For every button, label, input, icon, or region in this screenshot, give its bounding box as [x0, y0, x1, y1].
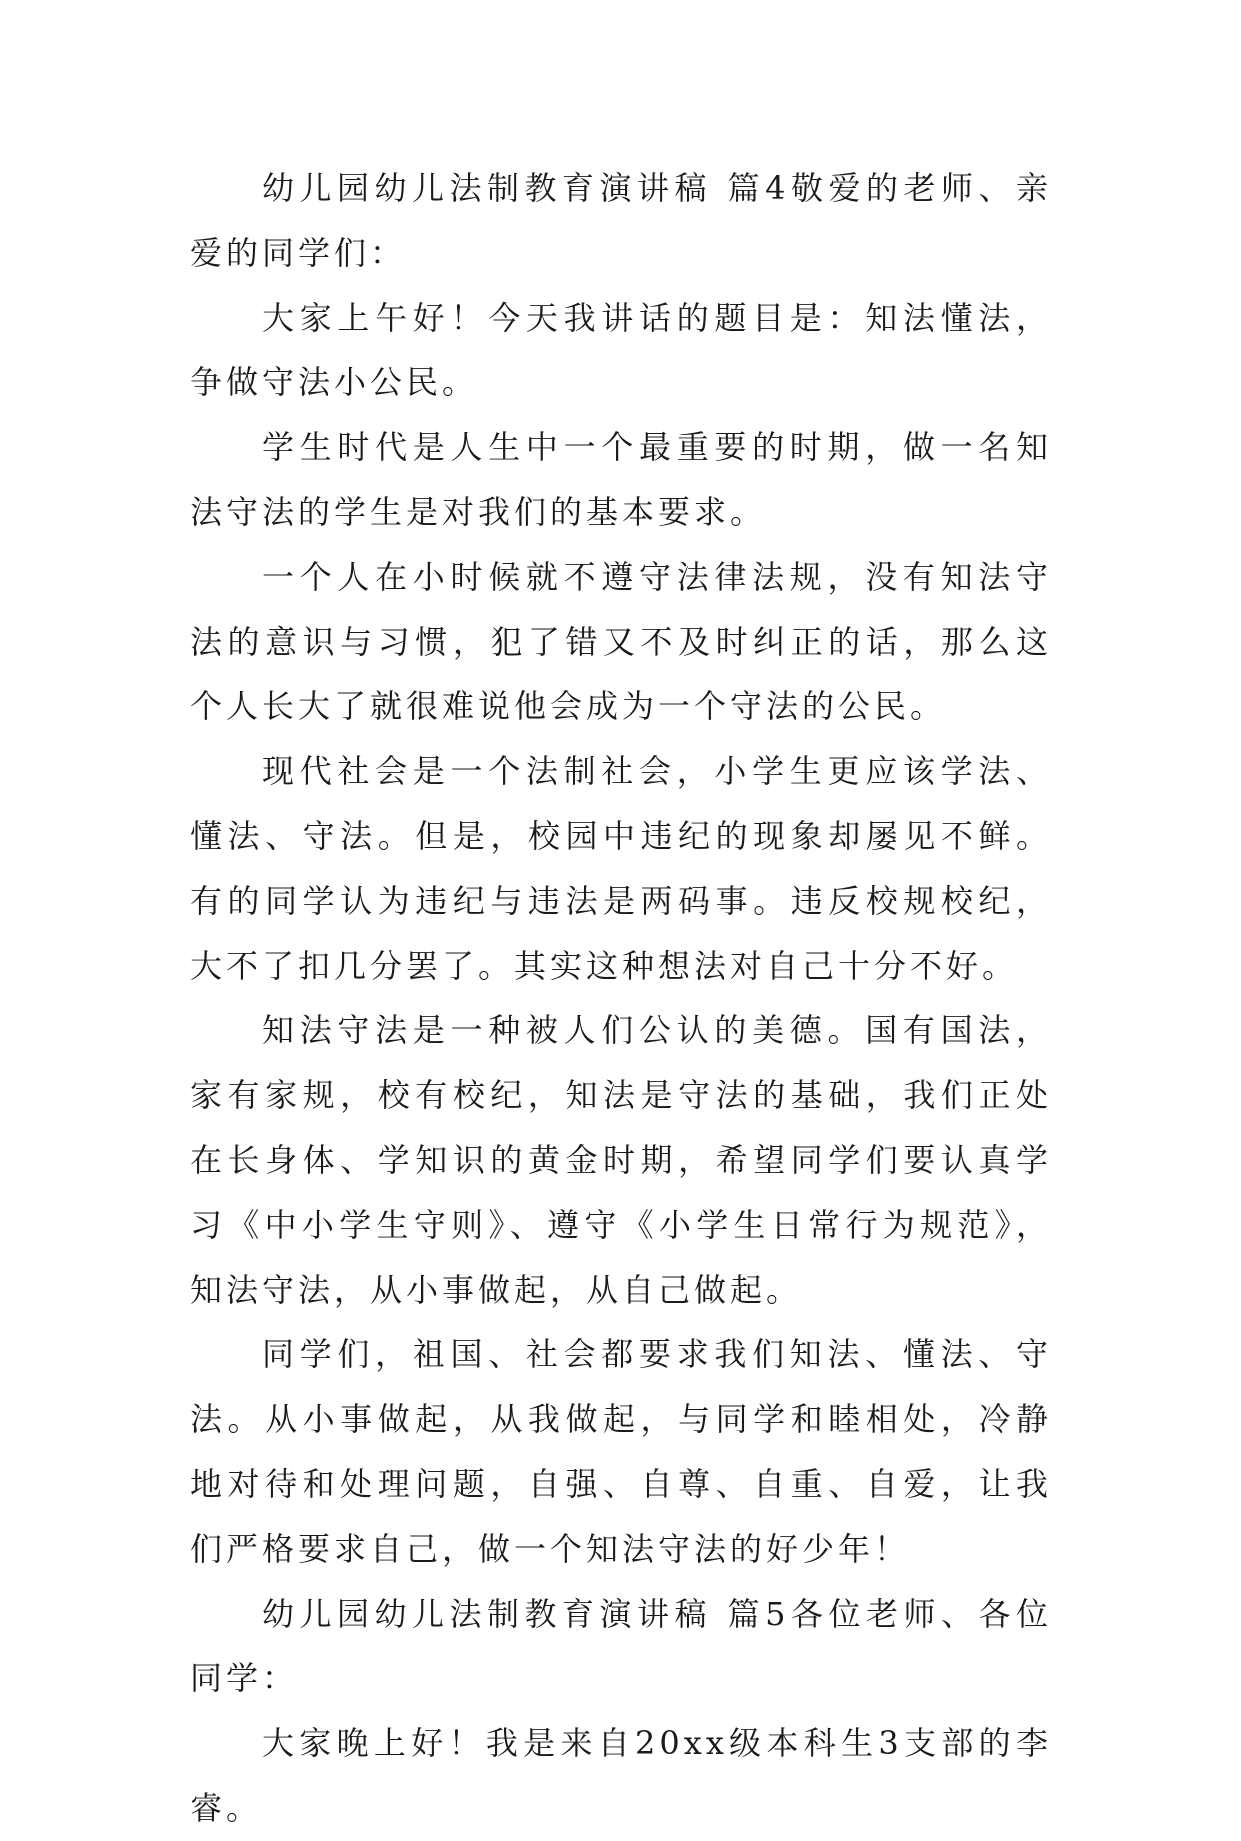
paragraph-speech5-heading: 幼儿园幼儿法制教育演讲稿 篇5各位老师、各位同学：	[190, 1594, 1052, 1698]
paragraph-modern-society: 现代社会是一个法制社会，小学生更应该学法、懂法、守法。但是，校园中违纪的现象却屡见不鲜。有的同学认为违纪与违法是两码事。违反校规校纪，大不了扣几分罢了。其实这种想法对自己十分不好。	[190, 752, 1052, 985]
document-body	[190, 156, 1052, 1841]
paragraph-childhood: 一个人在小时候就不遵守法律法规，没有知法守法的意识与习惯，犯了错又不及时纠正的话，那么这个人长大了就很难说他会成为一个守法的公民。	[190, 557, 1052, 726]
paragraph-greeting: 大家上午好！今天我讲话的题目是：知法懂法，争做守法小公民。	[190, 298, 1052, 402]
paragraph-call-to-action: 同学们，祖国、社会都要求我们知法、懂法、守法。从小事做起，从我做起，与同学和睦相处，冷静地对待和处理问题，自强、自尊、自重、自爱，让我们严格要求自己，做一个知法守法的好少年！	[190, 1335, 1052, 1568]
paragraph-student-era: 学生时代是人生中一个最重要的时期，做一名知法守法的学生是对我们的基本要求。	[190, 428, 1052, 531]
paragraph-speech4-heading: 幼儿园幼儿法制教育演讲稿 篇4敬爱的老师、亲爱的同学们：	[190, 169, 1052, 272]
paragraph-virtue: 知法守法是一种被人们公认的美德。国有国法，家有家规，校有校纪，知法是守法的基础，我们正处在长身体、学知识的黄金时期，希望同学们要认真学习《中小学生守则》、遵守《小学生日常行为规范》，知法守法，从小事做起，从自己做起。	[190, 1011, 1052, 1309]
paragraph-evening-greeting: 大家晚上好！我是来自20xx级本科生3支部的李睿。	[190, 1724, 1052, 1827]
